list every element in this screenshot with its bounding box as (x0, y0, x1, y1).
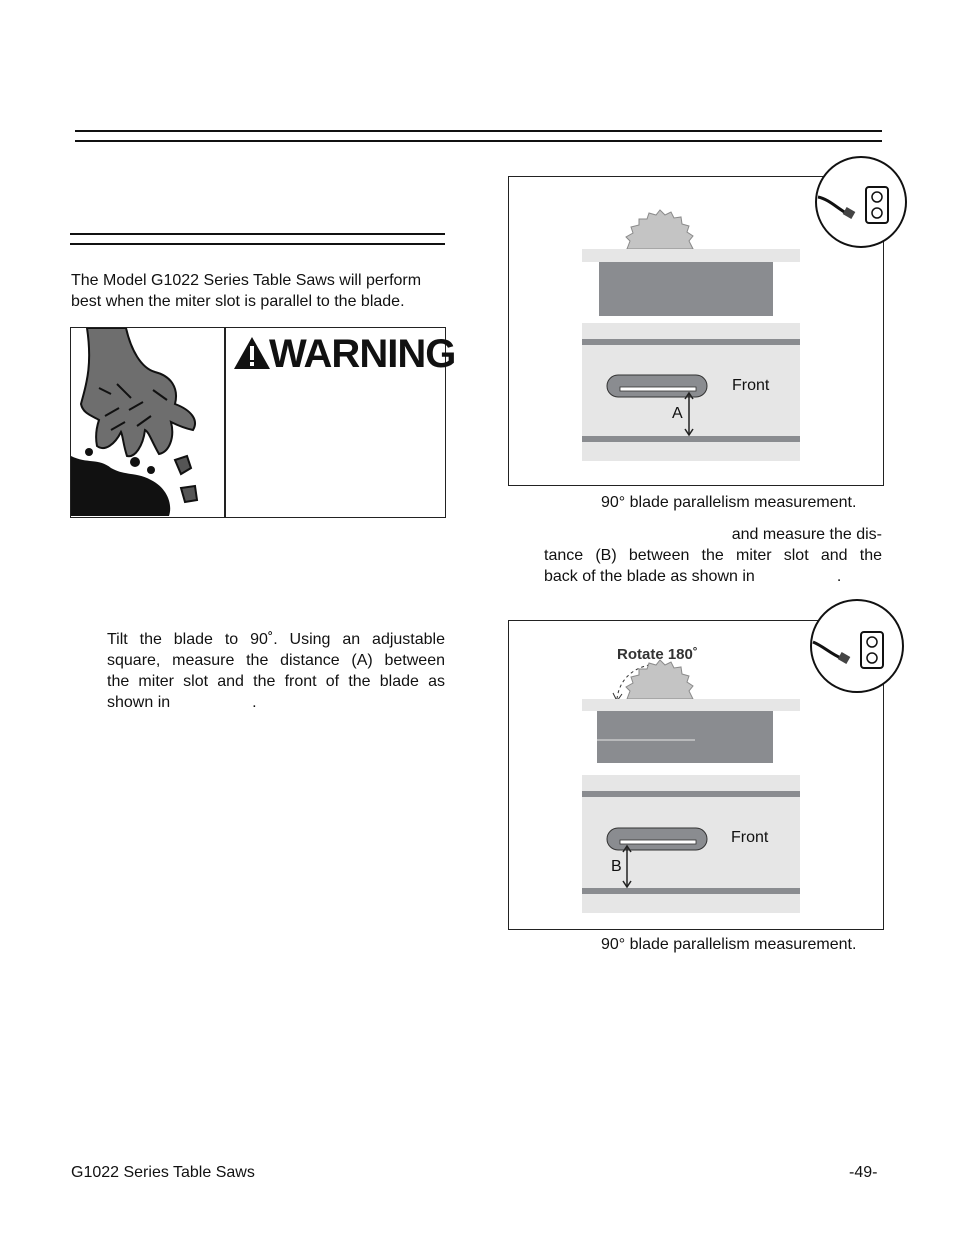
header-rule-bottom (75, 140, 882, 142)
figure-1-front-label: Front (732, 377, 770, 394)
step-b-line-1: and measure the dis- (731, 526, 882, 543)
warning-box (70, 327, 456, 518)
warning-divider (224, 328, 226, 517)
figure-2-front-label: Front (731, 829, 769, 846)
intro-line-1: The Model G1022 Series Table Saws will perform (71, 272, 422, 289)
step-a-line-4 (107, 692, 445, 713)
step-a-line-1: Tilt the blade to 90˚. Using an adjustable (107, 631, 445, 648)
unplug-power-icon (809, 598, 905, 694)
alert-triangle-icon (232, 335, 272, 371)
step-b-paragraph (544, 524, 882, 587)
figure-2-dim-label: B (611, 858, 622, 875)
unplug-power-icon (814, 155, 908, 249)
step-b-line-2: tance (B) between the miter slot and the (544, 547, 882, 564)
figure-1-caption: 90° blade parallelism measurement. (601, 494, 857, 511)
warning-title: WARNING (269, 332, 456, 376)
intro-paragraph (71, 270, 446, 312)
step-a-line-4-end: . (252, 694, 257, 711)
step-a-line-2: square, measure the distance (A) between (107, 652, 445, 669)
footer-left: G1022 Series Table Saws (71, 1164, 255, 1181)
intro-line-2: best when the miter slot is parallel to the blade. (71, 293, 405, 310)
step-b-line-3-end: . (836, 568, 842, 585)
header-rule-top (75, 130, 882, 132)
footer-right: -49- (849, 1164, 878, 1181)
figure-1-dim-label: A (672, 405, 683, 422)
step-a-line-3: the miter slot and the front of the blade as (107, 673, 445, 690)
hand-injury-icon (71, 328, 225, 516)
step-b-line-3-text: back of the blade as shown in (544, 568, 755, 585)
section-rule-top (70, 233, 445, 235)
step-a-paragraph (107, 629, 445, 713)
section-rule-bottom (70, 243, 445, 245)
step-b-line-3 (544, 566, 882, 587)
figure-2-caption: 90° blade parallelism measurement. (601, 936, 857, 953)
step-a-line-4-text: shown in (107, 694, 171, 711)
figure-2-rotate-label: Rotate 180˚ (617, 646, 698, 663)
